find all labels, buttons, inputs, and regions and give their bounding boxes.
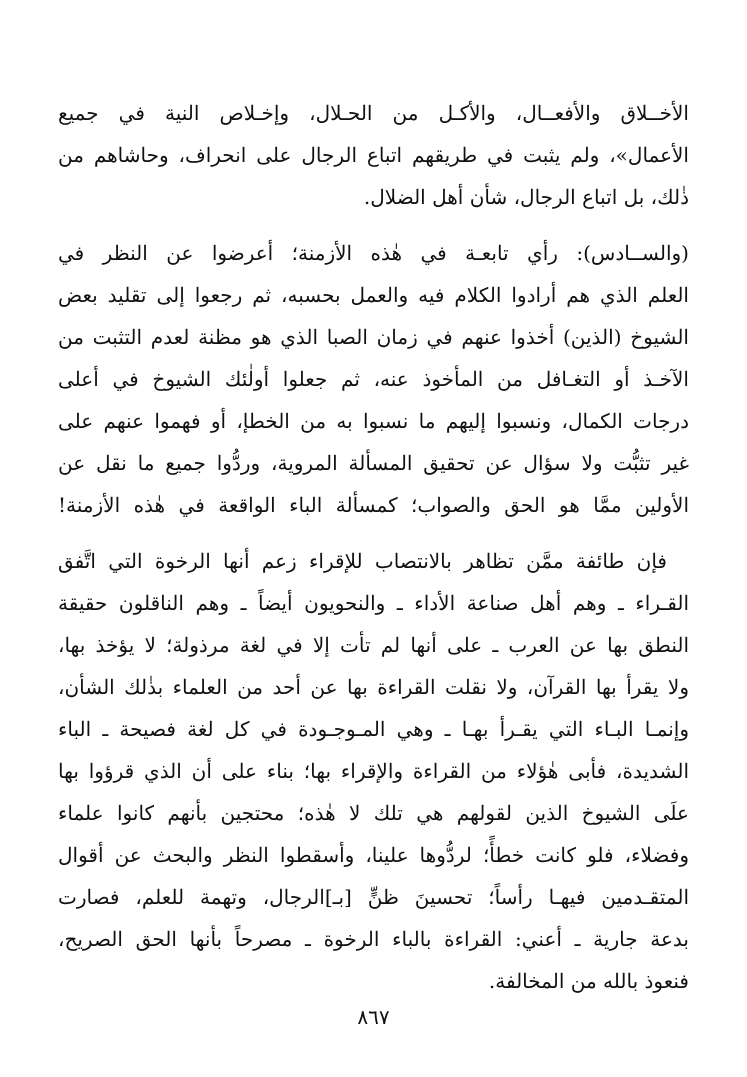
text-line: الشيوخ (الذين) أخذوا عنهم في زمان الصبا الذي هو مظنة لعدم التثبت من [58,325,689,349]
text-line: ولا يقرأ بها القرآن، ولا نقلت القراءة بها عن أحد من العلماء بذٰلك الشأن، [58,675,689,699]
text-line: الآخـذ أو التغـافل من المأخوذ عنه، ثم جعلوا أولٰئك الشيوخ في أعلى [58,367,689,391]
text-line: الشديدة، فأبى هٰؤلاء من القراءة والإقراء بها؛ بناء على أن الذي قرؤوا بها [58,759,689,783]
text-line: المتقـدمين فيهـا رأساً؛ تحسينَ ظنٍّ [بـ]الرجال، وتهمة للعلم، فصارت [58,885,689,909]
text-line: العلم الذي هم أرادوا الكلام فيه والعمل بحسبه، ثم رجعوا إلى تقليد بعض [58,283,689,307]
text-line: بدعة جارية ـ أعني: القراءة بالباء الرخوة ـ مصرحاً بأنها الحق الصريح، [58,927,689,951]
text-line: وفضلاء، فلو كانت خطأً؛ لردُّوها علينا، وأسقطوا النظر والبحث عن أقوال [58,843,689,867]
text-line: القـراء ـ وهم أهل صناعة الأداء ـ والنحويون أيضاً ـ وهم الناقلون حقيقة [58,591,689,615]
text-line: غير تثبُّت ولا سؤال عن تحقيق المسألة المروية، وردُّوا جميع ما نقل عن [58,451,689,475]
paragraph-3 [58,540,689,1002]
text-line: فإن طائفة ممَّن تظاهر بالانتصاب للإقراء زعم أنها الرخوة التي اتَّفق [58,549,667,573]
text-line: وإنمـا البـاء التي يقـرأ بهـا ـ وهي المـوجـودة في كل لغة فصيحة ـ الباء [58,717,689,741]
text-line: الأولين ممَّا هو الحق والصواب؛ كمسألة الباء الواقعة في هٰذه الأزمنة! [58,493,689,517]
text-line: فنعوذ بالله من المخالفة. [488,969,689,993]
text-line: (والســادس): رأي تابعـة في هٰذه الأزمنة؛ أعرضوا عن النظر في [58,241,689,265]
page-number: ٨٦٧ [357,1005,390,1029]
paragraph-spacer [58,526,689,540]
text-line: درجات الكمال، ونسبوا إليهم ما نسبوا به من الخطإ، أو فهموا عنهم على [58,409,689,433]
paragraph-spacer [58,218,689,232]
paragraph-2 [58,232,689,526]
text-line: النطق بها عن العرب ـ على أنها لم تأت إلا في لغة مرذولة؛ لا يؤخذ بها، [58,633,689,657]
text-line: علَى الشيوخ الذين لقولهم هي تلك لا هٰذه؛ محتجين بأنهم كانوا علماء [58,801,689,825]
text-line: الأعمال»، ولم يثبت في طريقهم اتباع الرجال على انحراف، وحاشاهم من [58,143,689,167]
paragraph-1 [58,92,689,218]
text-line: الأخــلاق والأفعــال، والأكـل من الحـلال، وإخـلاص النية في جميع [58,101,689,125]
body-text [58,92,689,1002]
text-line: ذٰلك، بل اتباع الرجال، شأن أهل الضلال. [363,185,689,209]
